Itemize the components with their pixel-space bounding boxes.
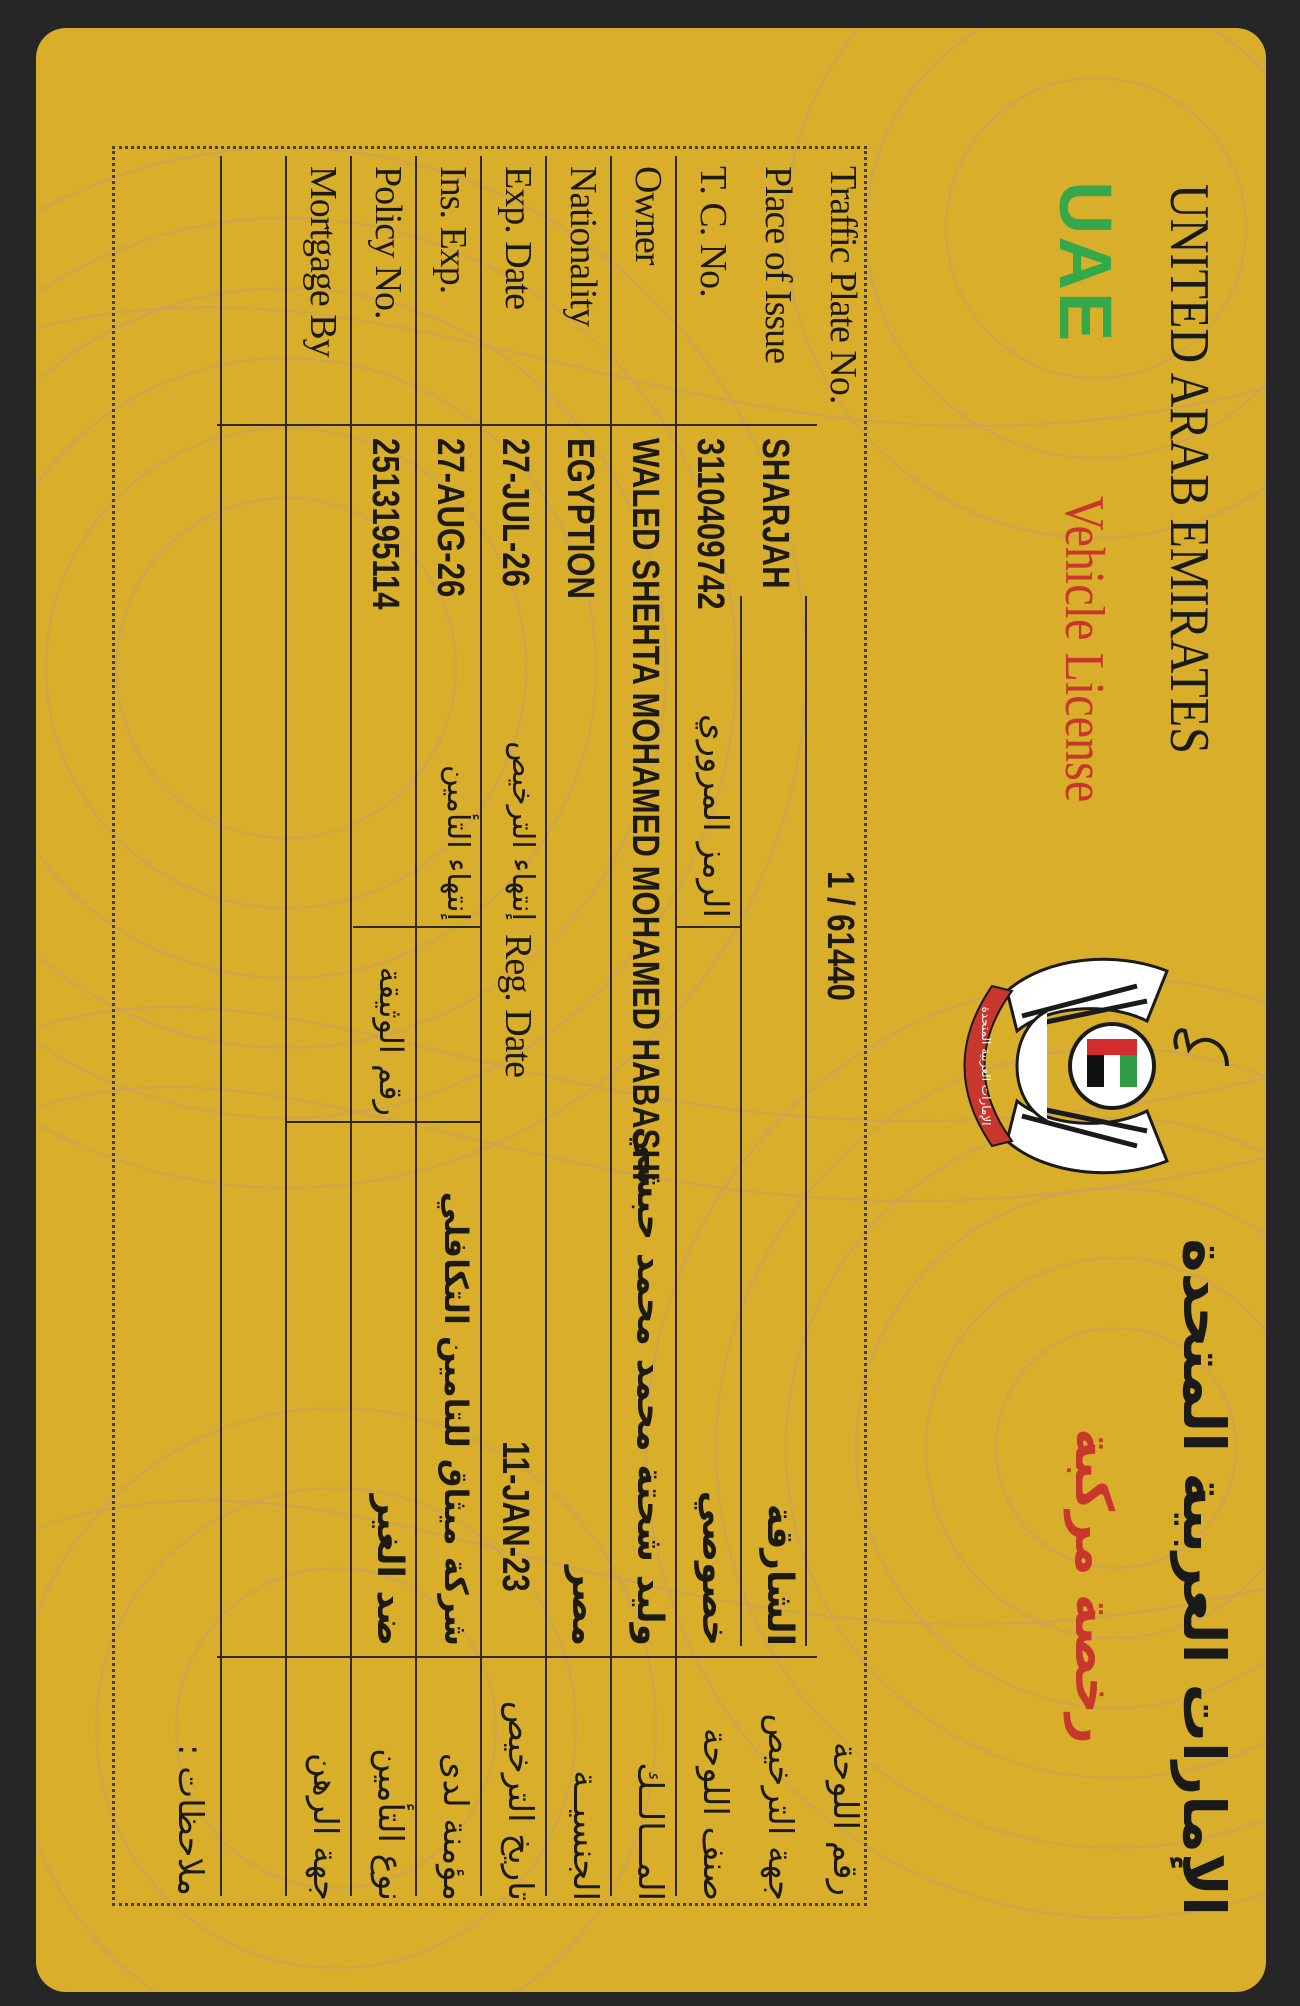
- label-policy-no: Policy No.: [367, 166, 409, 319]
- label-owner: Owner: [627, 166, 669, 265]
- value-place-of-issue-ar: الشارقة: [759, 1503, 800, 1646]
- label-insured-by-ar: مؤمنة لدى: [435, 1752, 475, 1901]
- label-owner-ar: المـــالــك: [630, 1762, 670, 1901]
- value-insurer-ar: شركة ميثاق للتامين التكافلي: [437, 1191, 475, 1646]
- value-insurance-type-ar: ضد الغير: [369, 1494, 410, 1646]
- emblem-falcon-icon: [947, 931, 1247, 1201]
- label-insurance-expiry-ar: إنتهاء التأمين: [440, 765, 475, 921]
- emblem-ribbon-text: الإمارات العربية المتحدة: [979, 1006, 993, 1126]
- label-license-expiry-ar: إنتهاء الترخيص: [505, 741, 540, 921]
- label-mortgage-by: Mortgage By: [302, 166, 344, 357]
- card-content: [87, 56, 1247, 1956]
- label-place-of-issue-ar: جهة الترخيص: [760, 1713, 800, 1901]
- value-nationality: EGYPTION: [559, 438, 601, 600]
- label-tc-no: T. C. No.: [692, 166, 734, 297]
- document-title-ar: رخصة مركبة: [1063, 1428, 1123, 1744]
- value-policy-no: 2513195114: [364, 438, 406, 610]
- value-exp-date: 27-JUL-26: [494, 438, 536, 587]
- label-place-of-issue: Place of Issue: [757, 166, 799, 364]
- country-title-en: UNITED ARAB EMIRATES: [1158, 184, 1220, 754]
- license-table: [112, 146, 867, 1906]
- label-nationality-ar: الجنسيــة: [565, 1770, 605, 1901]
- label-ins-exp: Ins. Exp.: [432, 166, 474, 294]
- value-tc-no: 3110409742: [689, 438, 731, 610]
- document-title-en: Vehicle License: [1053, 496, 1115, 803]
- label-exp-date: Exp. Date: [497, 166, 539, 309]
- label-traffic-code-ar: الرمز المروري: [695, 713, 735, 918]
- value-reg-date: 11-JAN-23: [494, 1441, 536, 1592]
- label-insurance-type-ar: نوع التأمين: [370, 1748, 410, 1901]
- label-plate-class-ar: صنف اللوحة: [695, 1727, 735, 1901]
- value-place-of-issue: SHARJAH: [754, 438, 796, 589]
- value-owner: WALED SHEHTA MOHAMED MOHAMED HABASHI: [624, 438, 666, 1181]
- vehicle-license-card: [36, 28, 1266, 1992]
- value-ins-exp: 27-AUG-26: [429, 438, 471, 598]
- value-nationality-ar: مصر: [564, 1565, 605, 1646]
- label-traffic-plate: Traffic Plate No.: [822, 166, 864, 404]
- value-owner-ar: وليد شحتة محمد محمد حبشي: [629, 1126, 670, 1646]
- value-traffic-plate: 1 / 61440: [819, 871, 861, 1001]
- label-mortgage-by-ar: جهة الرهن: [305, 1752, 345, 1901]
- label-reg-date-ar: تاريخ الترخيص: [500, 1700, 540, 1901]
- label-remarks-ar: ملاحظات :: [170, 1743, 210, 1896]
- label-traffic-plate-ar: رقم اللوحة: [825, 1742, 865, 1896]
- label-nationality: Nationality: [562, 166, 604, 326]
- label-reg-date: Reg. Date: [497, 934, 539, 1077]
- value-plate-class-ar: خصوصي: [694, 1490, 735, 1646]
- country-title-ar: الإمارات العربية المتحدة: [1170, 1238, 1238, 1916]
- uae-logo-text: UAE: [1044, 181, 1127, 344]
- label-policy-no-ar: رقم الوثيقة: [372, 966, 410, 1116]
